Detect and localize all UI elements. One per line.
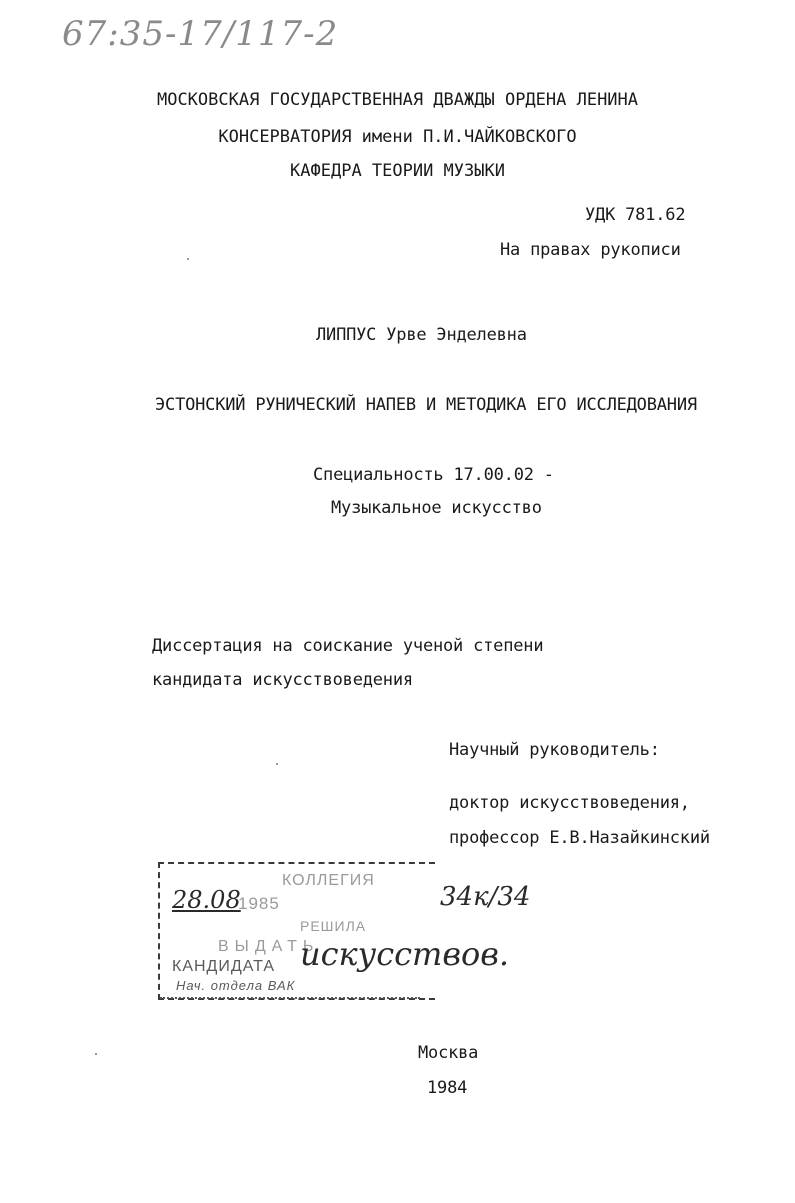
department: КАФЕДРА ТЕОРИИ МУЗЫКИ	[290, 161, 505, 181]
institution-line-1: МОСКОВСКАЯ ГОСУДАРСТВЕННАЯ ДВАЖДЫ ОРДЕНА ЛЕНИНА	[156, 90, 639, 110]
dissertation-title: ЭСТОНСКИЙ РУНИЧЕСКИЙ НАПЕВ И МЕТОДИКА ЕГО ИССЛЕДОВАНИЯ	[155, 395, 697, 415]
specialty-code: Специальность 17.00.02 -	[313, 465, 554, 485]
supervisor-label: Научный руководитель:	[449, 740, 660, 760]
degree-line-2: кандидата искусствоведения	[152, 670, 413, 690]
archive-note: 67:35-17/117-2	[62, 14, 339, 54]
degree-line-1: Диссертация на соискание ученой степени	[152, 636, 544, 656]
stamp-printed-line-5: Нач. отдела ВАК	[176, 978, 296, 993]
stamp-printed-line-3: ВЫДАТЬ	[218, 938, 320, 955]
author-name: ЛИППУС Урве Энделевна	[316, 325, 527, 345]
stamp-date: 28.08	[172, 886, 241, 914]
stamp-printed-line-4: КАНДИДАТА	[172, 958, 276, 975]
specialty-name: Музыкальное искусство	[331, 498, 542, 518]
supervisor-degree: доктор искусствоведения,	[449, 793, 690, 813]
stamp-year: 1985	[238, 894, 280, 913]
stamp-handwritten-word: искусствов.	[300, 935, 510, 973]
supervisor-name: профессор Е.В.Назайкинский	[449, 828, 710, 848]
institution-line-2: КОНСЕРВАТОРИЯ имени П.И.ЧАЙКОВСКОГО	[218, 127, 577, 147]
year: 1984	[427, 1078, 468, 1098]
city: Москва	[418, 1043, 479, 1063]
udk-code: УДК 781.62	[585, 205, 686, 225]
manuscript-rights: На правах рукописи	[500, 240, 681, 260]
stamp-number: 34к/34	[440, 882, 531, 912]
stamp-printed-line-2: РЕШИЛА	[300, 918, 367, 934]
stamp-printed-line-1: КОЛЛЕГИЯ	[282, 872, 375, 889]
